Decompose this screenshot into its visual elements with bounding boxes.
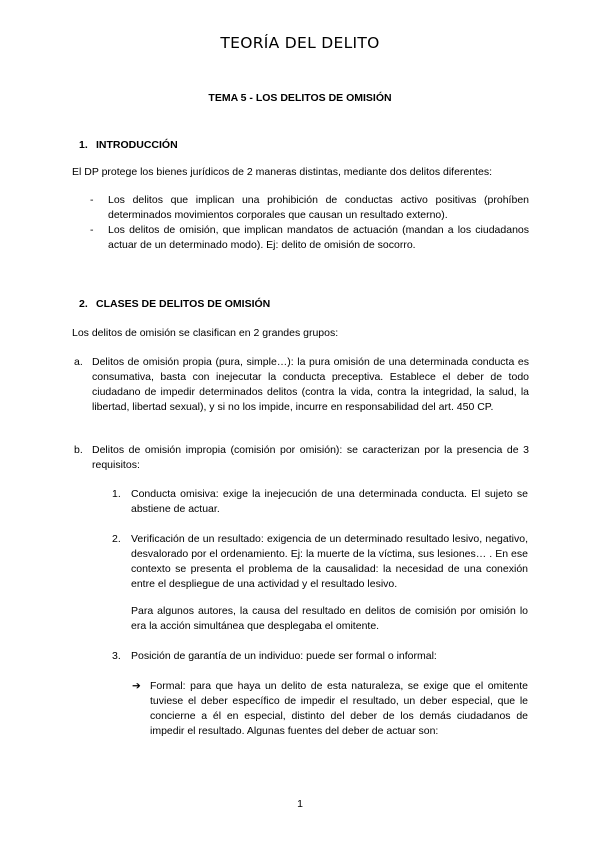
section1-heading: INTRODUCCIÓN (96, 139, 178, 151)
document-title: TEORÍA DEL DELITO (220, 34, 380, 52)
bullet-marker: - (90, 194, 94, 206)
item-b-text: Delitos de omisión impropia (comisión por omisión): se caracterizan por la presencia de 3 requisitos: (92, 444, 529, 471)
arrow-icon: ➔ (132, 680, 141, 692)
section2-intro: Los delitos de omisión se clasifican en 2 grandes grupos: (72, 327, 339, 339)
item-a-marker: a. (74, 356, 83, 368)
requisito-marker: 2. (112, 533, 121, 545)
requisito-text: Posición de garantía de un individuo: puede ser formal o informal: (131, 650, 437, 662)
tema-title: TEMA 5 - LOS DELITOS DE OMISIÓN (208, 92, 392, 104)
section2-heading: CLASES DE DELITOS DE OMISIÓN (96, 298, 271, 310)
requisito-marker: 1. (112, 488, 121, 500)
requisito-extra-text: Para algunos autores, la causa del resultado en delitos de comisión por omisión lo era la acción simultánea que desplegaba el omitente. (131, 605, 528, 632)
section1-intro: El DP protege los bienes jurídicos de 2 maneras distintas, mediante dos delitos diferentes: (72, 166, 493, 178)
requisito-text: Verificación de un resultado: exigencia de un determinado resultado lesivo, negativo, desvalorado por el ordenamiento. Ej: la muerte de la víctima, sus lesiones… . En ese contexto se presenta el problema de la causalidad: la necesidad de una conexión entre el despliegue de una actividad y el resultado lesivo. (131, 533, 528, 590)
section2-number: 2. (79, 298, 88, 310)
item-a-text: Delitos de omisión propia (pura, simple…): la pura omisión de una determinada conducta es consumativa, basta con inejecutar la conducta preceptiva. Establece el deber de todo ciudadano de impedir determinados delitos (contra la vida, contra la integridad, la salud, la libertad, libertad sexual), y si no los impide, incurre en responsabilidad del art. 450 CP. (92, 356, 529, 413)
item-b-marker: b. (74, 444, 83, 456)
bullet-text: Los delitos de omisión, que implican mandatos de actuación (mandan a los ciudadanos actuar de un determinado modo). Ej: delito de omisión de socorro. (108, 224, 529, 251)
bullet-text: Los delitos que implican una prohibición de conductas activo positivas (prohíben determinados movimientos corporales que causan un resultado externo). (108, 194, 529, 221)
requisito-text: Conducta omisiva: exige la inejecución de una determinada conducta. El sujeto se abstiene de actuar. (131, 488, 528, 515)
bullet-marker: - (90, 224, 94, 236)
requisito-marker: 3. (112, 650, 121, 662)
page-number: 1 (297, 798, 303, 810)
section1-number: 1. (79, 139, 88, 151)
arrow-item-text: Formal: para que haya un delito de esta naturaleza, se exige que el omitente tuviese el deber específico de impedir el resultado, un deber especial, que le concierne a él en especial, distinto del deber de los demás ciudadanos de impedir el resultado. Algunas fuentes del deber de actuar son: (150, 680, 528, 737)
